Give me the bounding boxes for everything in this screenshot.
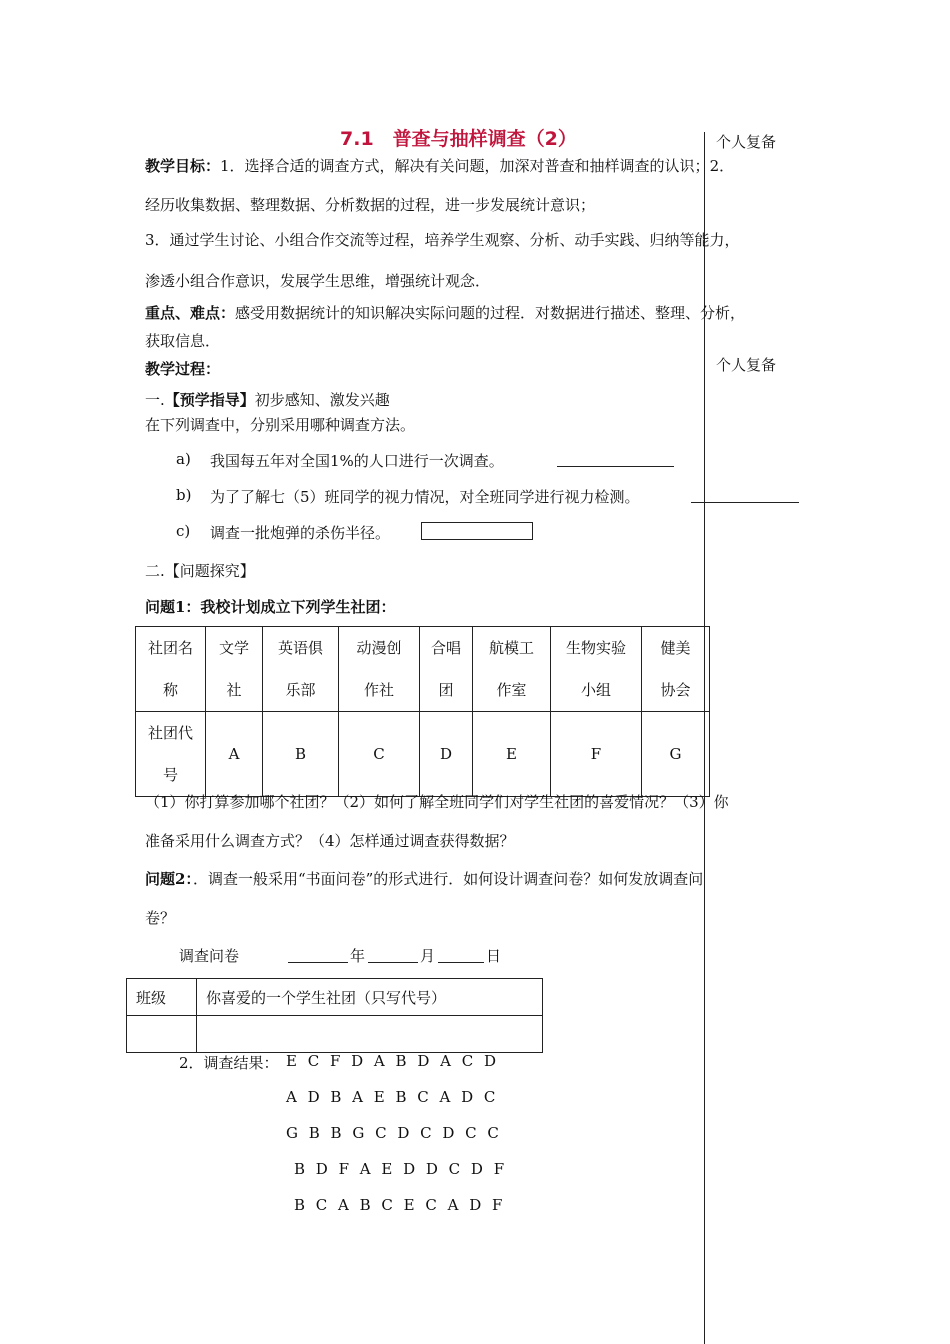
club-name-cell [339,627,420,712]
result-row-2: A D B A E B C A D C [286,1088,499,1106]
side-note-middle: 个人复备 [716,356,777,374]
club-code-cell: A [206,712,263,797]
result-row-5: B C A B C E C A D F [294,1196,506,1214]
club-name-a-2: 社 [226,681,242,699]
day-blank [438,945,484,963]
club-code-cell: B [263,712,339,797]
question-1-heading: 问题1：我校计划成立下列学生社团： [145,598,396,616]
question-1-text-2: 准备采用什么调查方式？（4）怎样通过调查获得数据？ [145,832,515,850]
club-code-cell: E [473,712,551,797]
goals-text-1: 1．选择合适的调查方式，解决有关问题，加深对普查和抽样调查的认识；2． [220,157,735,175]
club-answer-cell [197,1016,543,1053]
questionnaire-table [126,978,543,1053]
club-name-c-2: 作社 [363,681,394,699]
month-blank [368,945,418,963]
club-name-header-1: 社团名 [147,639,193,657]
club-name-a-1: 文学 [218,639,249,657]
goals-line-4: 渗透小组合作意识，发展学生思维，增强统计观念． [145,272,491,290]
item-a-letter: a) [176,450,191,468]
result-row-4: B D F A E D D C D F [294,1160,508,1178]
club-name-g-1: 健美 [660,639,691,657]
goals-label: 教学目标： [145,157,221,175]
questionnaire-label: 调查问卷 [179,947,240,965]
question-2-line-1 [145,868,703,889]
class-answer-cell [127,1016,197,1053]
goals-line-3: 3．通过学生讨论、小组合作交流等过程，培养学生观察、分析、动手实践、归纳等能力， [145,231,740,249]
section-1-subtitle: 初步感知、激发兴趣 [254,391,390,409]
key-points-line-1 [145,302,745,323]
club-name-g-2: 协会 [660,681,691,699]
result-row-3: G B B G C D C D C C [286,1124,502,1142]
key-points-line-2: 获取信息． [145,332,221,350]
item-c-text: 调查一批炮弹的杀伤半径。 [210,524,391,542]
year-blank [288,945,348,963]
club-name-cell [642,627,710,712]
class-header: 班级 [127,979,197,1016]
question-2-text-1: ．调查一般采用“书面问卷”的形式进行．如何设计调查问卷？如何发放调查问 [192,870,704,888]
club-code-cell: C [339,712,420,797]
day-label: 日 [486,947,502,965]
club-name-cell [551,627,642,712]
section-1-intro: 在下列调查中，分别采用哪种调查方法。 [145,416,416,434]
questionnaire-answer-row [127,1016,543,1053]
club-name-e-2: 作室 [496,681,527,699]
item-c-letter: c) [176,522,191,540]
favorite-club-header: 你喜爱的一个学生社团（只写代号） [197,979,543,1016]
club-name-d-2: 团 [438,681,454,699]
section-1-heading [145,389,390,410]
item-b-letter: b) [176,486,192,504]
club-name-f-1: 生物实验 [565,639,626,657]
process-heading: 教学过程： [145,360,221,378]
item-b-text: 为了了解七（5）班同学的视力情况，对全班同学进行视力检测。 [210,488,640,506]
section-2-heading [145,560,255,581]
question-1-text-1: （1）你打算参加哪个社团？（2）如何了解全班同学们对学生社团的喜爱情况？（3）你 [145,793,729,811]
answer-box-c [421,522,533,540]
question-2-label: 问题2： [145,870,193,888]
club-code-header-2: 号 [162,766,178,784]
question-2-line-2: 卷？ [145,909,176,927]
section-1-title: 【预学指导】 [164,391,255,409]
month-label: 月 [420,947,436,965]
item-a-text: 我国每五年对全国1%的人口进行一次调查。 [210,452,504,470]
club-table [135,626,710,797]
questionnaire-header-row [127,979,543,1016]
result-label: 2．调查结果： [179,1054,279,1072]
key-label: 重点、难点： [145,304,236,322]
section-1-number: 一. [145,391,165,409]
club-name-d-1: 合唱 [430,639,461,657]
club-name-b-1: 英语俱 [277,639,323,657]
club-code-row [136,712,710,797]
club-code-header [136,712,206,797]
club-code-cell: F [551,712,642,797]
club-name-header [136,627,206,712]
club-name-header-2: 称 [162,681,178,699]
club-name-cell [263,627,339,712]
club-code-cell: D [420,712,473,797]
club-code-cell: G [642,712,710,797]
club-code-header-1: 社团代 [147,724,193,742]
section-2-title: 【问题探究】 [164,562,255,580]
club-name-row [136,627,710,712]
section-2-number: 二. [145,562,165,580]
club-name-cell [420,627,473,712]
year-label: 年 [350,947,366,965]
club-name-cell [473,627,551,712]
result-row-1: E C F D A B D A C D [286,1052,499,1070]
answer-blank-b [691,485,799,503]
page-title: 7.1 普查与抽样调查（2） [340,128,577,150]
club-name-b-2: 乐部 [285,681,316,699]
goals-line-2: 经历收集数据、整理数据、分析数据的过程，进一步发展统计意识； [145,196,596,214]
club-name-e-1: 航模工 [488,639,534,657]
key-text-1: 感受用数据统计的知识解决实际问题的过程．对数据进行描述、整理、分析， [235,304,746,322]
answer-blank-a [557,449,674,467]
club-name-cell [206,627,263,712]
side-note-top: 个人复备 [716,133,777,151]
goals-line-1 [145,155,734,176]
club-name-f-2: 小组 [580,681,611,699]
club-name-c-1: 动漫创 [356,639,402,657]
